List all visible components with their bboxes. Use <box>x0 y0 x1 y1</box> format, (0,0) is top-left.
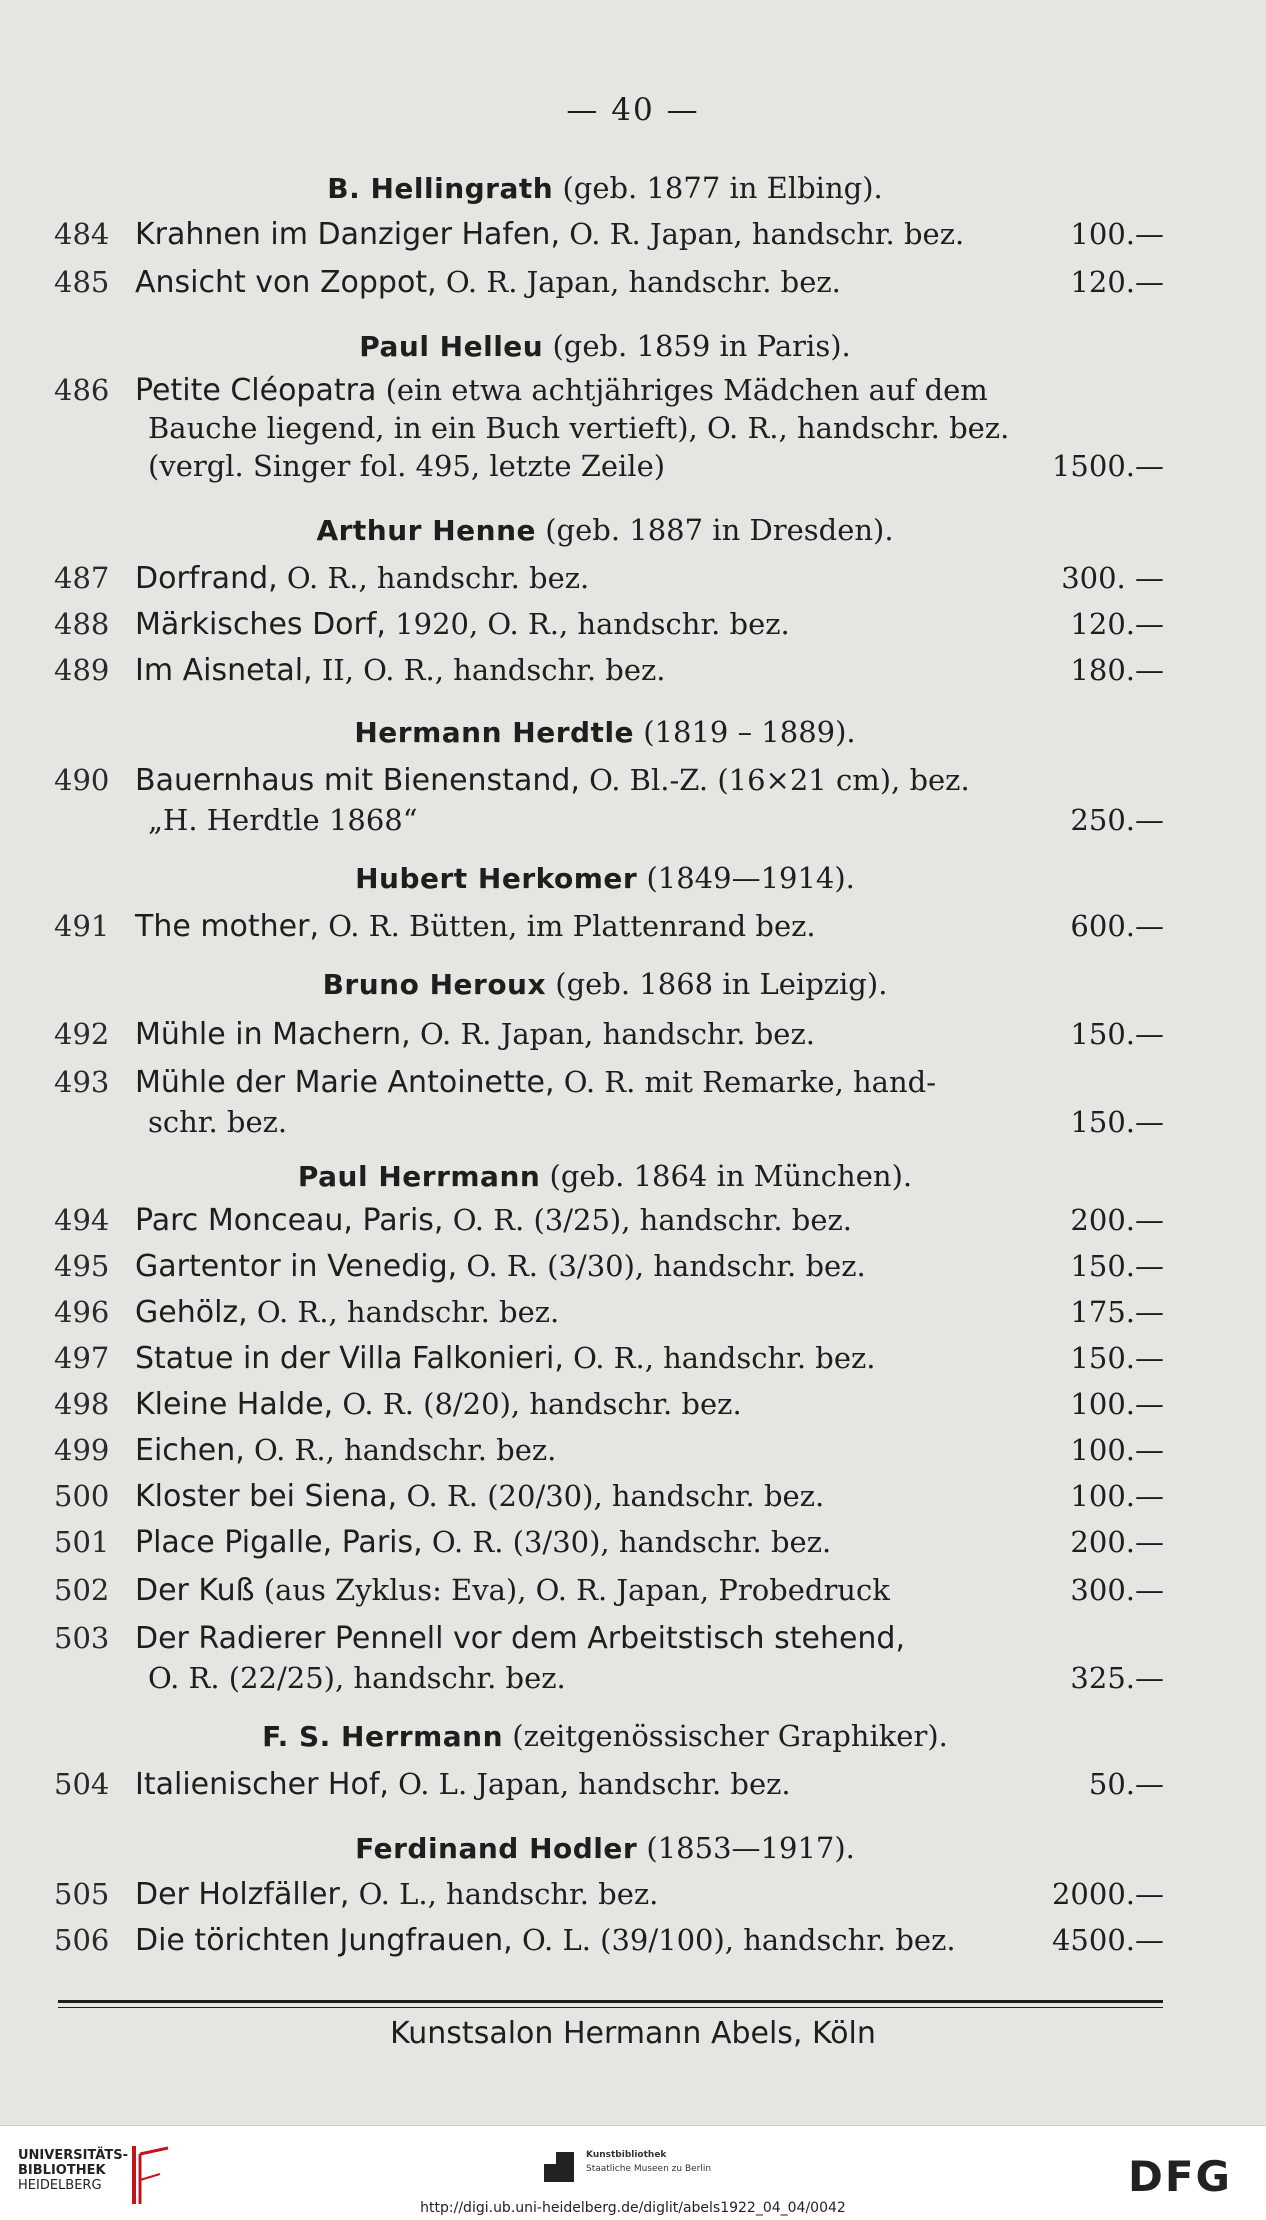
footer-rule-thin <box>58 2007 1163 2008</box>
entry-details: O. R. mit Remarke, hand- <box>563 1065 937 1099</box>
entry-details-line2: „H. Herdtle 1868“ <box>148 803 418 837</box>
catalog-entry <box>0 602 1266 646</box>
entry-title: Der Radierer Pennell vor dem Arbeitstisch stehend, <box>135 1621 906 1656</box>
entry-price: 100.— <box>1070 1479 1164 1513</box>
entry-details: O. R. (3/30), handschr. bez. <box>466 1249 866 1283</box>
entry-price: 150.— <box>1070 1017 1164 1051</box>
catalog-entry <box>0 1244 1266 1288</box>
entry-number: 495 <box>54 1249 110 1283</box>
entry-number: 503 <box>54 1621 110 1655</box>
entry-number: 496 <box>54 1295 110 1329</box>
entry-price: 200.— <box>1070 1203 1164 1237</box>
entry-price: 180.— <box>1070 653 1164 687</box>
entry-continuation <box>0 444 1266 488</box>
artist-heading <box>55 1156 1155 1197</box>
entry-details: O. L. (39/100), handschr. bez. <box>521 1923 956 1957</box>
ub-heidelberg-text <box>18 2148 128 2193</box>
entry-details: O. R., handschr. bez. <box>254 1433 557 1467</box>
catalog-entry <box>0 1568 1266 1612</box>
artist-name: Bruno Heroux <box>322 968 547 1001</box>
entry-details: O. R., handschr. bez. <box>286 561 590 595</box>
catalog-entry <box>0 556 1266 600</box>
artist-heading <box>55 1716 1155 1757</box>
entry-details: O. R. (20/30), handschr. bez. <box>406 1479 825 1513</box>
artist-name: Paul Helleu <box>359 330 544 363</box>
entry-number: 487 <box>54 561 110 595</box>
entry-title: Krahnen im Danziger Hafen, <box>135 217 560 252</box>
entry-details: O. L. Japan, handschr. bez. <box>398 1767 791 1801</box>
entry-price: 200.— <box>1070 1525 1164 1559</box>
artist-name: Hubert Herkomer <box>355 862 638 895</box>
artist-info: (geb. 1864 in München). <box>549 1159 913 1193</box>
artist-name: Paul Herrmann <box>297 1160 541 1193</box>
entry-price: 250.— <box>1070 803 1164 837</box>
entry-title: Im Aisnetal, <box>135 653 313 688</box>
ub-line1: UNIVERSITÄTS- <box>18 2148 128 2163</box>
entry-price: 1500.— <box>1051 449 1164 483</box>
catalog-entry <box>0 1474 1266 1518</box>
entry-title: Der Holzfäller, <box>135 1877 350 1912</box>
artist-heading <box>55 964 1155 1005</box>
entry-details: O. R. (8/20), handschr. bez. <box>342 1387 742 1421</box>
entry-number: 484 <box>54 217 110 251</box>
catalog-entry <box>0 1762 1266 1806</box>
artist-info: (geb. 1859 in Paris). <box>552 329 851 363</box>
catalog-entry <box>0 904 1266 948</box>
artist-info: (zeitgenössischer Graphiker). <box>512 1719 948 1753</box>
entry-number: 486 <box>54 373 110 407</box>
entry-price: 120.— <box>1070 265 1164 299</box>
entry-title: Petite Cléopatra <box>135 373 377 408</box>
entry-details: (ein etwa achtjähriges Mädchen auf dem <box>385 373 988 407</box>
catalog-entry <box>0 1428 1266 1472</box>
entry-details-line3: (vergl. Singer fol. 495, letzte Zeile) <box>148 449 666 483</box>
entry-price: 300. — <box>1061 561 1164 595</box>
catalog-entry <box>0 1918 1266 1962</box>
entry-title: Mühle der Marie Antoinette, <box>135 1065 555 1100</box>
entry-price: 150.— <box>1070 1249 1164 1283</box>
entry-number: 493 <box>54 1065 110 1099</box>
entry-price: 175.— <box>1070 1295 1164 1329</box>
entry-number: 502 <box>54 1573 110 1607</box>
ub-line3: HEIDELBERG <box>18 2178 102 2193</box>
footer-rule-thick <box>58 2000 1163 2003</box>
entry-title: Der Kuß <box>135 1573 255 1608</box>
artist-name: Hermann Herdtle <box>354 716 635 749</box>
catalog-entry <box>0 648 1266 692</box>
entry-number: 498 <box>54 1387 110 1421</box>
entry-price: 150.— <box>1070 1341 1164 1375</box>
entry-details: O. R., handschr. bez. <box>256 1295 560 1329</box>
entry-title: Mühle in Machern, <box>135 1017 411 1052</box>
entry-number: 500 <box>54 1479 110 1513</box>
publisher-footer: Kunstsalon Hermann Abels, Köln <box>390 2016 876 2051</box>
entry-details-line2: O. R. (22/25), handschr. bez. <box>148 1661 566 1695</box>
entry-title: Märkisches Dorf, <box>135 607 386 642</box>
entry-price: 4500.— <box>1051 1923 1164 1957</box>
ub-line2: BIBLIOTHEK <box>18 2163 106 2178</box>
catalog-entry <box>0 1382 1266 1426</box>
entry-number: 488 <box>54 607 110 641</box>
entry-details: 1920, O. R., handschr. bez. <box>395 607 790 641</box>
artist-info: (geb. 1887 in Dresden). <box>545 513 894 547</box>
entry-title: Gehölz, <box>135 1295 248 1330</box>
artist-heading <box>55 510 1155 551</box>
entry-details: O. R., handschr. bez. <box>573 1341 876 1375</box>
entry-details-line2: Bauche liegend, in ein Buch vertieft), O. R., handschr. bez. <box>148 411 1010 445</box>
catalog-entry <box>0 1616 1266 1660</box>
entry-title: Place Pigalle, Paris, <box>135 1525 423 1560</box>
catalog-entry <box>0 1290 1266 1334</box>
entry-title: Kleine Halde, <box>135 1387 334 1422</box>
permalink-url[interactable]: http://digi.ub.uni-heidelberg.de/diglit/abels1922_04_04/0042 <box>420 2200 846 2216</box>
entry-title: Dorfrand, <box>135 561 278 596</box>
entry-title: Ansicht von Zoppot, <box>135 265 437 300</box>
entry-title: Kloster bei Siena, <box>135 1479 398 1514</box>
entry-number: 501 <box>54 1525 110 1559</box>
kunstbibliothek-text <box>586 2148 711 2176</box>
entry-continuation <box>0 798 1266 842</box>
entry-number: 492 <box>54 1017 110 1051</box>
entry-price: 2000.— <box>1051 1877 1164 1911</box>
entry-price: 100.— <box>1070 217 1164 251</box>
entry-details: O. R. Japan, handschr. bez. <box>445 265 841 299</box>
artist-info: (geb. 1868 in Leipzig). <box>555 967 888 1001</box>
entry-continuation <box>0 1656 1266 1700</box>
entry-title: Eichen, <box>135 1433 245 1468</box>
artist-heading <box>55 712 1155 753</box>
catalog-entry <box>0 1336 1266 1380</box>
entry-number: 494 <box>54 1203 110 1237</box>
kunstbibliothek-logo-icon <box>540 2146 580 2186</box>
entry-number: 506 <box>54 1923 110 1957</box>
artist-heading <box>55 168 1155 209</box>
artist-name: F. S. Herrmann <box>262 1720 504 1753</box>
catalog-entry <box>0 1872 1266 1916</box>
entry-number: 489 <box>54 653 110 687</box>
entry-price: 600.— <box>1070 909 1164 943</box>
catalog-entry <box>0 1198 1266 1242</box>
entry-details: O. R. (3/30), handschr. bez. <box>431 1525 832 1559</box>
entry-title: Die törichten Jungfrauen, <box>135 1923 513 1958</box>
catalog-entry <box>0 1060 1266 1104</box>
entry-number: 490 <box>54 763 110 797</box>
entry-number: 491 <box>54 909 110 943</box>
kb-line2: Staatliche Museen zu Berlin <box>586 2164 712 2174</box>
entry-details: O. L., handschr. bez. <box>358 1877 659 1911</box>
catalog-entry <box>0 212 1266 256</box>
catalog-entry <box>0 1520 1266 1564</box>
dfg-logo: DFG <box>1128 2152 1233 2201</box>
entry-title: Bauernhaus mit Bienenstand, <box>135 763 580 798</box>
entry-details: O. Bl.-Z. (16×21 cm), bez. <box>589 763 970 797</box>
entry-details-line2: schr. bez. <box>148 1105 288 1139</box>
entry-price: 100.— <box>1070 1387 1164 1421</box>
entry-details: (aus Zyklus: Eva), O. R. Japan, Probedruck <box>263 1573 890 1607</box>
entry-number: 505 <box>54 1877 110 1911</box>
entry-continuation <box>0 1100 1266 1144</box>
entry-number: 499 <box>54 1433 110 1467</box>
entry-number: 485 <box>54 265 110 299</box>
artist-info: (geb. 1877 in Elbing). <box>562 171 883 205</box>
kb-line1: Kunstbibliothek <box>586 2150 667 2160</box>
catalog-entry <box>0 260 1266 304</box>
catalog-entry <box>0 758 1266 802</box>
entry-title: Parc Monceau, Paris, <box>135 1203 444 1238</box>
artist-name: Arthur Henne <box>316 514 537 547</box>
entry-number: 504 <box>54 1767 110 1801</box>
entry-price: 120.— <box>1070 607 1164 641</box>
entry-title: Statue in der Villa Falkonieri, <box>135 1341 564 1376</box>
entry-number: 497 <box>54 1341 110 1375</box>
artist-name: Ferdinand Hodler <box>355 1832 638 1865</box>
digitization-bar <box>0 2125 1266 2220</box>
entry-title: Gartentor in Venedig, <box>135 1249 458 1284</box>
entry-price: 100.— <box>1070 1433 1164 1467</box>
entry-details: O. R. Japan, handschr. bez. <box>419 1017 815 1051</box>
entry-title: Italienischer Hof, <box>135 1767 389 1802</box>
entry-details: O. R. (3/25), handschr. bez. <box>452 1203 853 1237</box>
artist-info: (1853—1917). <box>646 1831 855 1865</box>
entry-title: The mother, <box>135 909 320 944</box>
entry-price: 300.— <box>1070 1573 1164 1607</box>
artist-info: (1819 – 1889). <box>643 715 856 749</box>
artist-info: (1849—1914). <box>646 861 855 895</box>
page-number: — 40 — <box>566 92 700 128</box>
entry-price: 325.— <box>1070 1661 1164 1695</box>
entry-price: 50.— <box>1088 1767 1164 1801</box>
catalog-entry <box>0 1012 1266 1056</box>
entry-price: 150.— <box>1070 1105 1164 1139</box>
entry-details: II, O. R., handschr. bez. <box>321 653 666 687</box>
entry-details: O. R. Bütten, im Plattenrand bez. <box>328 909 816 943</box>
entry-details: O. R. Japan, handschr. bez. <box>569 217 965 251</box>
artist-name: B. Hellingrath <box>327 172 554 205</box>
artist-heading <box>55 326 1155 367</box>
artist-heading <box>55 1828 1155 1869</box>
artist-heading <box>55 858 1155 899</box>
